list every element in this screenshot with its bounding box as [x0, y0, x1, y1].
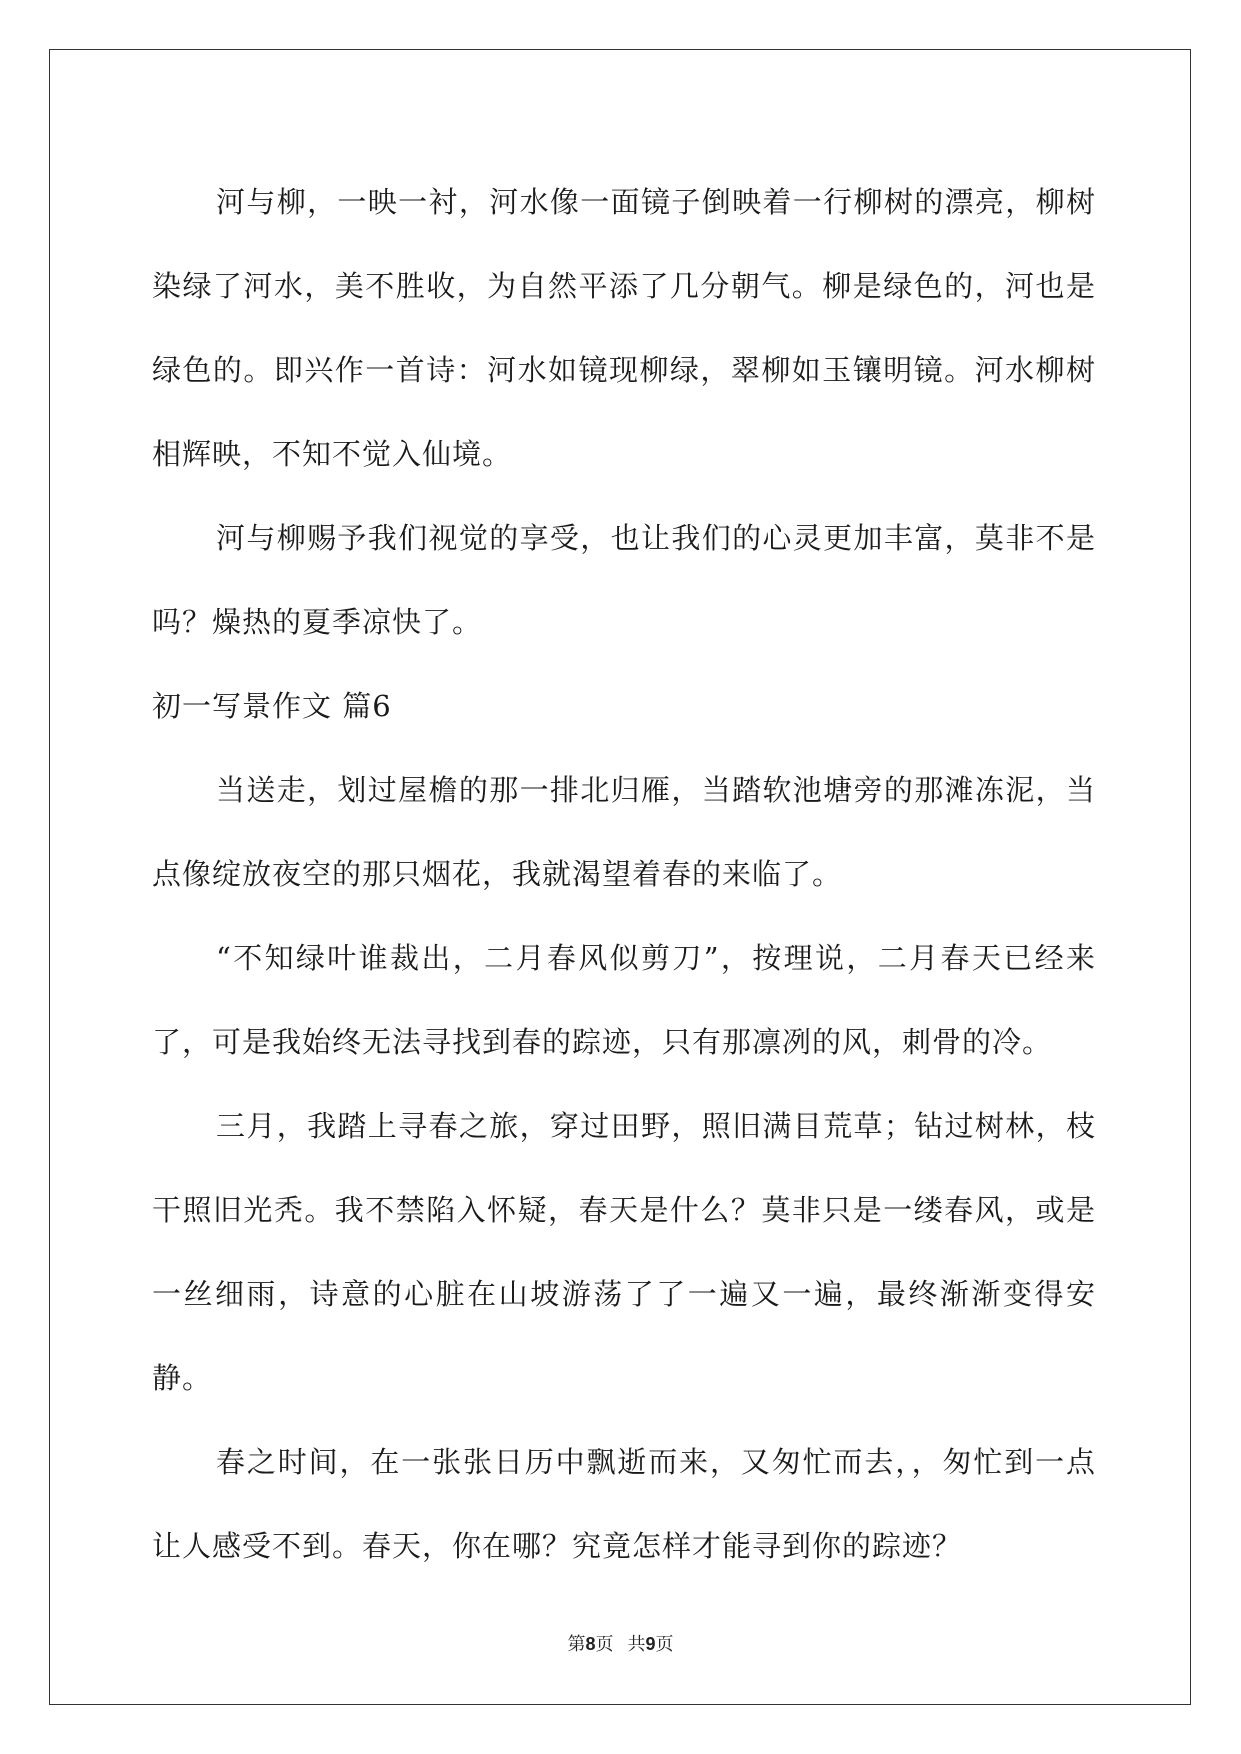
total-unit: 页	[655, 1634, 674, 1655]
page-unit: 页	[595, 1634, 614, 1655]
paragraph: “不知绿叶谁裁出，二月春风似剪刀”，按理说，二月春天已经来了，可是我始终无法寻找到春的踪迹，只有那凛冽的风，刺骨的冷。	[152, 941, 1096, 1059]
page-footer	[0, 1630, 1241, 1656]
page-prefix: 第	[567, 1634, 586, 1655]
paragraph: 三月，我踏上寻春之旅，穿过田野，照旧满目荒草；钻过树林，枝干照旧光秃。我不禁陷入怀疑，春天是什么？莫非只是一缕春风，或是一丝细雨，诗意的心脏在山坡游荡了了一遍又一遍，最终渐渐变得安静。	[152, 1109, 1096, 1395]
paragraph: 当送走，划过屋檐的那一排北归雁，当踏软池塘旁的那滩冻泥，当点像绽放夜空的那只烟花，我就渴望着春的来临了。	[152, 773, 1096, 891]
paragraph: 河与柳赐予我们视觉的享受，也让我们的心灵更加丰富，莫非不是吗？燥热的夏季凉快了。	[152, 521, 1096, 639]
total-prefix: 共	[627, 1634, 646, 1655]
paragraph: 春之时间，在一张张日历中飘逝而来，又匆忙而去，，匆忙到一点让人感受不到。春天，你在哪？究竟怎样才能寻到你的踪迹？	[152, 1445, 1096, 1563]
section-heading: 初一写景作文 篇6	[152, 689, 392, 723]
current-page-number: 8	[585, 1634, 596, 1654]
document-body	[152, 160, 1096, 1588]
paragraph: 河与柳，一映一衬，河水像一面镜子倒映着一行柳树的漂亮，柳树染绿了河水，美不胜收，为自然平添了几分朝气。柳是绿色的，河也是绿色的。即兴作一首诗：河水如镜现柳绿，翠柳如玉镶明镜。河水柳树相辉映，不知不觉入仙境。	[152, 185, 1096, 471]
total-pages-number: 9	[645, 1634, 656, 1654]
